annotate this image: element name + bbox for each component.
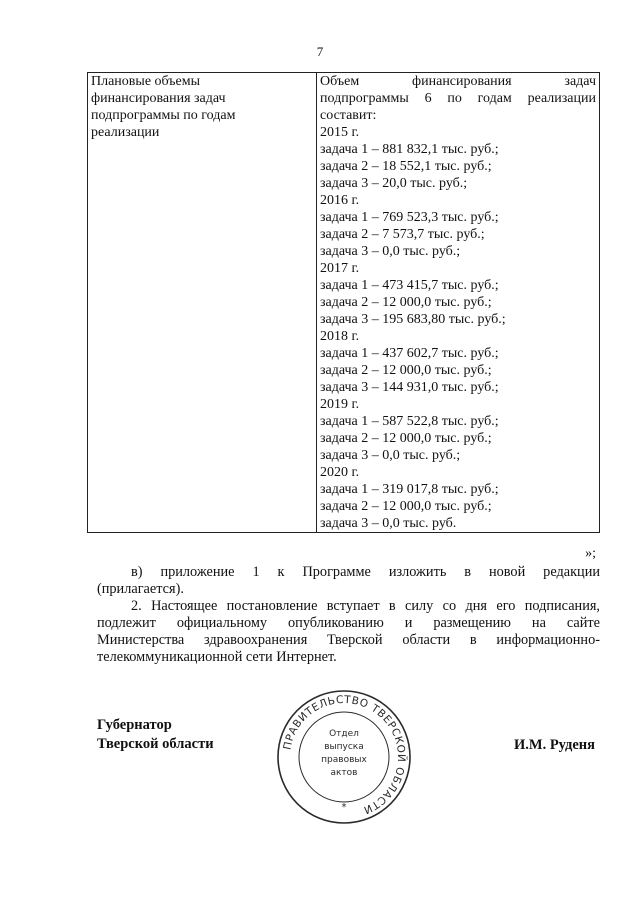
signature-title-line: Тверской области bbox=[97, 736, 214, 752]
year-label: 2019 г. bbox=[320, 397, 360, 412]
seal-star-icon: * bbox=[341, 802, 347, 813]
table-left-cell bbox=[88, 73, 317, 533]
task-line: задача 2 – 12 000,0 тыс. руб.; bbox=[320, 295, 492, 310]
intro-line: подпрограммы 6 по годам реализации bbox=[320, 91, 596, 106]
left-cell-line: подпрограммы по годам bbox=[91, 108, 236, 123]
task-line: задача 1 – 319 017,8 тыс. руб.; bbox=[320, 482, 499, 497]
paragraph-line: телекоммуникационной сети Интернет. bbox=[97, 649, 337, 665]
seal-ring-text: ПРАВИТЕЛЬСТВО ТВЕРСКОЙ ОБЛАСТИ bbox=[281, 693, 408, 817]
left-cell-line: реализации bbox=[91, 125, 160, 140]
task-line: задача 1 – 437 602,7 тыс. руб.; bbox=[320, 346, 499, 361]
table-right-cell bbox=[317, 73, 600, 533]
task-line: задача 2 – 18 552,1 тыс. руб.; bbox=[320, 159, 492, 174]
task-line: задача 3 – 195 683,80 тыс. руб.; bbox=[320, 312, 506, 327]
task-line: задача 1 – 473 415,7 тыс. руб.; bbox=[320, 278, 499, 293]
year-label: 2020 г. bbox=[320, 465, 360, 480]
seal-center-line: Отдел bbox=[329, 729, 359, 739]
task-line: задача 2 – 7 573,7 тыс. руб.; bbox=[320, 227, 485, 242]
task-line: задача 3 – 20,0 тыс. руб.; bbox=[320, 176, 468, 191]
paragraph-2 bbox=[97, 598, 600, 666]
year-label: 2015 г. bbox=[320, 125, 360, 140]
task-line: задача 1 – 587 522,8 тыс. руб.; bbox=[320, 414, 499, 429]
task-line: задача 2 – 12 000,0 тыс. руб.; bbox=[320, 499, 492, 514]
left-cell-line: Плановые объемы bbox=[91, 74, 201, 89]
task-line: задача 3 – 0,0 тыс. руб. bbox=[320, 516, 457, 531]
task-line: задача 3 – 144 931,0 тыс. руб.; bbox=[320, 380, 499, 395]
year-label: 2018 г. bbox=[320, 329, 360, 344]
intro-line: Объем финансирования задач bbox=[320, 74, 596, 89]
seal-center-line: выпуска bbox=[324, 742, 364, 752]
paragraph-line: 2. Настоящее постановление вступает в силу со дня его подписания, bbox=[131, 598, 600, 614]
year-label: 2016 г. bbox=[320, 193, 360, 208]
paragraph-v bbox=[97, 564, 600, 598]
paragraph-line: (прилагается). bbox=[97, 581, 184, 597]
task-line: задача 3 – 0,0 тыс. руб.; bbox=[320, 244, 461, 259]
signature-title bbox=[97, 716, 214, 754]
signature-title-line: Губернатор bbox=[97, 717, 172, 733]
page-number: 7 bbox=[316, 44, 324, 59]
paragraph-line: в) приложение 1 к Программе изложить в новой редакции bbox=[131, 564, 600, 580]
signature-name: И.М. Руденя bbox=[513, 737, 595, 753]
paragraph-line: подлежит официальному опубликованию и размещению на сайте bbox=[97, 615, 600, 631]
intro-line: составит: bbox=[320, 108, 377, 123]
paragraph-line: Министерства здравоохранения Тверской области в информационно- bbox=[97, 632, 600, 648]
task-line: задача 2 – 12 000,0 тыс. руб.; bbox=[320, 363, 492, 378]
task-line: задача 1 – 769 523,3 тыс. руб.; bbox=[320, 210, 499, 225]
year-label: 2017 г. bbox=[320, 261, 360, 276]
task-line: задача 2 – 12 000,0 тыс. руб.; bbox=[320, 431, 492, 446]
official-seal-stamp bbox=[276, 689, 412, 825]
seal-center-line: актов bbox=[330, 768, 358, 778]
left-cell-line: финансирования задач bbox=[91, 91, 226, 106]
financing-table bbox=[87, 72, 600, 533]
seal-center-line: правовых bbox=[321, 755, 367, 765]
closing-quote-mark: »; bbox=[585, 546, 596, 561]
task-line: задача 3 – 0,0 тыс. руб.; bbox=[320, 448, 461, 463]
task-line: задача 1 – 881 832,1 тыс. руб.; bbox=[320, 142, 499, 157]
table-row bbox=[88, 73, 600, 533]
